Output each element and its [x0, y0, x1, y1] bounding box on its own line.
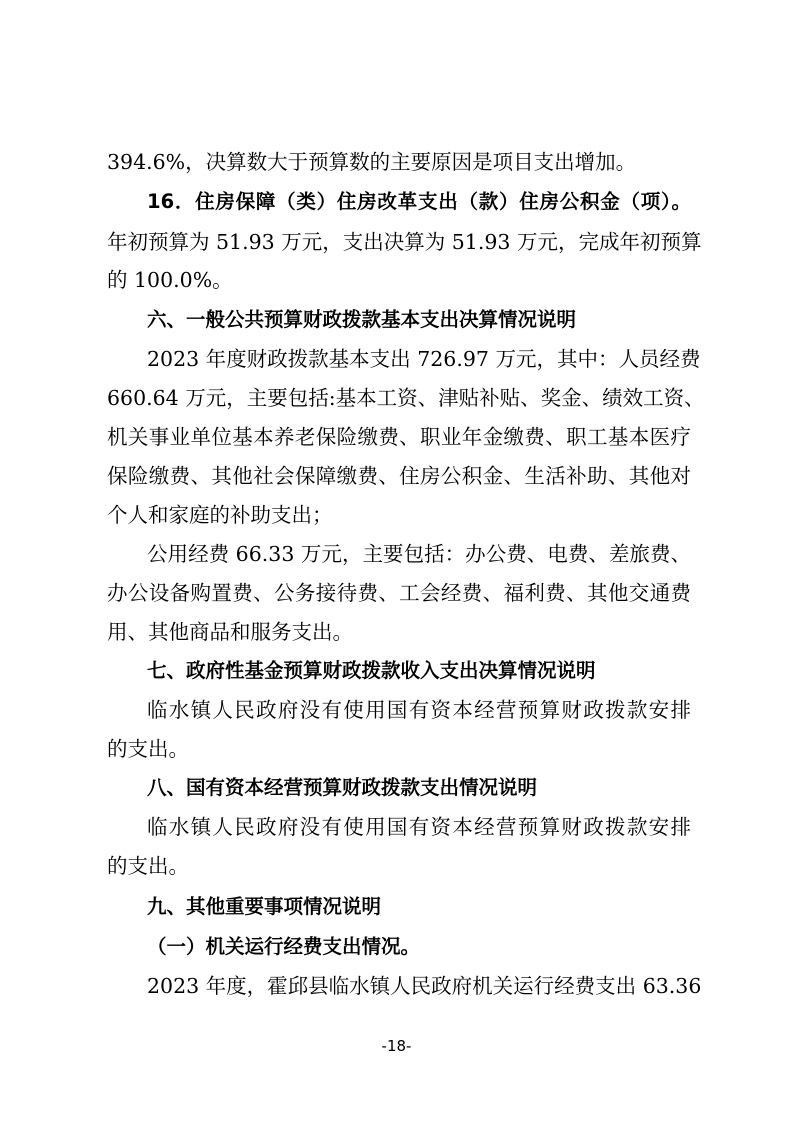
body-line: 年初预算为 51.93 万元，支出决算为 51.93 万元，完成年初预算 — [107, 230, 702, 254]
page-number: -18- — [381, 1037, 412, 1055]
body-line: 保险缴费、其他社会保障缴费、住房公积金、生活补助、其他对 — [107, 464, 691, 488]
body-line: 用、其他商品和服务支出。 — [107, 620, 353, 644]
section-heading-9: 九、其他重要事项情况说明 — [147, 895, 382, 918]
subsection-heading-1: （一）机关运行经费支出情况。 — [147, 935, 421, 958]
body-line: 660.64 万元，主要包括:基本工资、津贴补贴、奖金、绩效工资、 — [107, 386, 705, 410]
body-line: 的支出。 — [107, 854, 189, 878]
body-line: 公用经费 66.33 万元，主要包括：办公费、电费、差旅费、 — [147, 542, 691, 566]
body-line: 办公设备购置费、公务接待费、工会经费、福利费、其他交通费 — [107, 581, 691, 605]
section-heading-8: 八、国有资本经营预算财政拨款支出情况说明 — [147, 776, 538, 799]
subsection-heading-16: 16．住房保障（类）住房改革支出（款）住房公积金（项）。 — [147, 190, 691, 213]
body-line: 394.6%，决算数大于预算数的主要原因是项目支出增加。 — [107, 150, 637, 174]
body-line: 机关事业单位基本养老保险缴费、职业年金缴费、职工基本医疗 — [107, 425, 691, 449]
body-line: 个人和家庭的补助支出； — [107, 503, 333, 527]
body-line: 临水镇人民政府没有使用国有资本经营预算财政拨款安排 — [147, 815, 691, 839]
body-line: 2023 年度财政拨款基本支出 726.97 万元，其中：人员经费 — [147, 347, 701, 371]
section-heading-7: 七、政府性基金预算财政拨款收入支出决算情况说明 — [147, 659, 596, 682]
section-heading-6: 六、一般公共预算财政拨款基本支出决算情况说明 — [147, 308, 577, 331]
body-line: 临水镇人民政府没有使用国有资本经营预算财政拨款安排 — [147, 698, 691, 722]
body-line: 的 100.0%。 — [107, 268, 233, 292]
body-line: 的支出。 — [107, 737, 189, 761]
body-line: 2023 年度，霍邱县临水镇人民政府机关运行经费支出 63.36 — [147, 974, 702, 998]
